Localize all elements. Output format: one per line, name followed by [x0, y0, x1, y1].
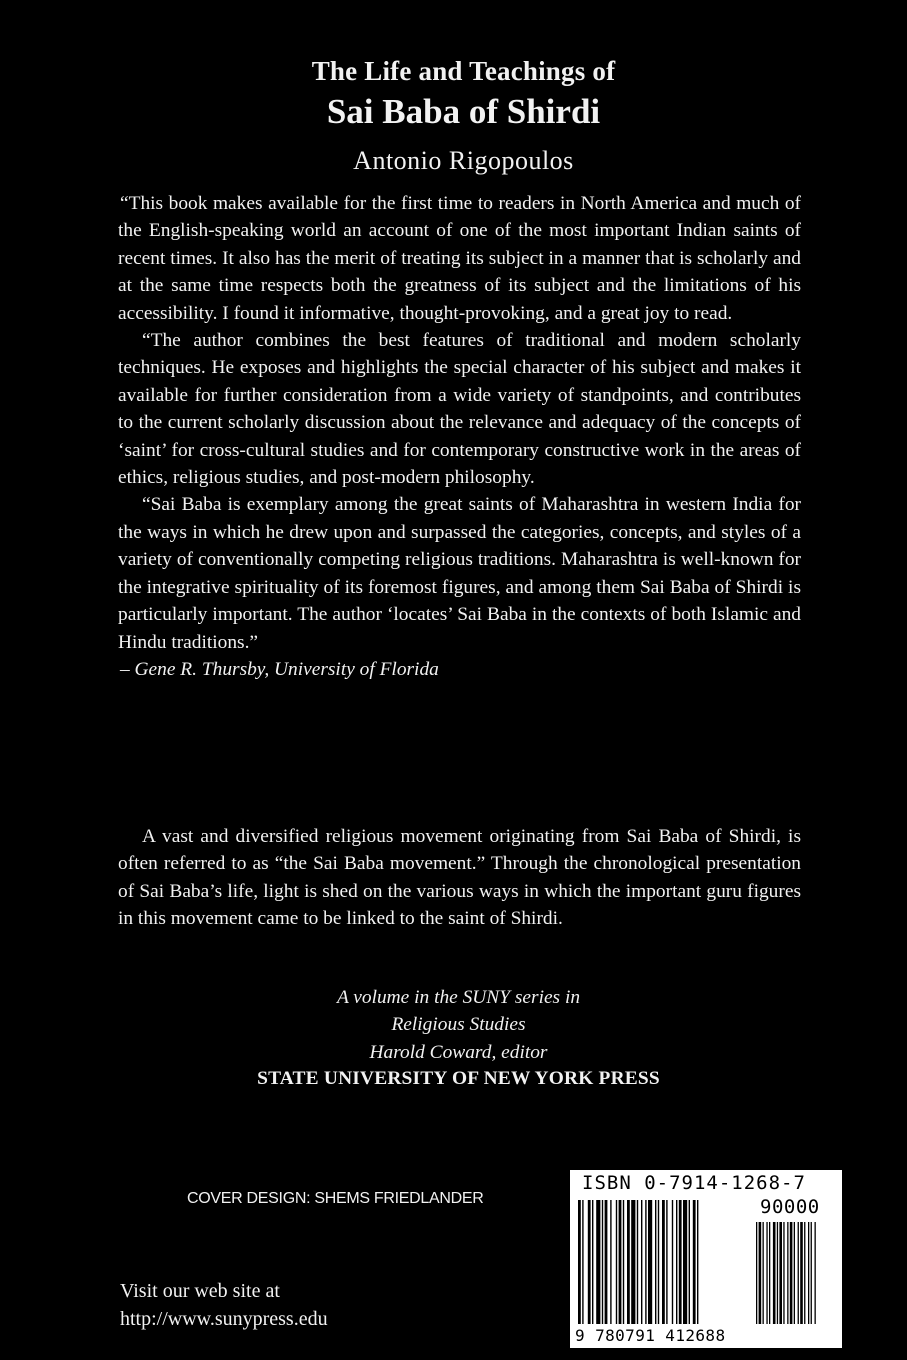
author-name: Antonio Rigopoulos — [353, 146, 574, 175]
quote-attribution: – Gene R. Thursby, University of Florida — [120, 658, 439, 680]
website-url: http://www.sunypress.edu — [120, 1308, 328, 1330]
description-paragraph: A vast and diversified religious movement originating from Sai Baba of Shirdi, is often referred to as “the Sai Baba movement.” Through the chronological presentation of Sai Baba’s life, light is shed on the various ways in which the important guru figures in this movement came to be linked to the saint of Shirdi. — [118, 826, 801, 930]
series-line-3: Harold Coward, editor — [369, 1041, 548, 1063]
price-code: 90000 — [760, 1196, 820, 1218]
website-info — [120, 1277, 328, 1333]
website-label: Visit our web site at — [120, 1280, 280, 1302]
quote-paragraph: “This book makes available for the first time to readers in North America and much of the English-speaking world an account of one of the most important Indian saints of recent times. It also has the merit of treating its subject in a manner that is scholarly and at the same time respects both the greatness of its subject and the limitations of his accessibility. I found it informative, thought-provoking, and a great joy to read. — [118, 193, 801, 324]
ean-number: 9 780791 412688 — [575, 1326, 726, 1345]
series-info — [0, 984, 907, 1066]
book-description — [118, 823, 801, 933]
quote-paragraph: “The author combines the best features of traditional and modern scholarly techniques. He exposes and highlights the special character of his subject and makes it available for further consideration from a wide variety of standpoints, and contributes to the current scholarly discussion about the relevance and adequacy of the concepts of ‘saint’ for cross-cultural studies and for contemporary constructive work in the areas of ethics, religious studies, and post-modern philosophy. — [118, 330, 801, 489]
endorsement-quotes — [118, 190, 801, 683]
title-line-1: The Life and Teachings of — [311, 56, 616, 86]
series-line-2: Religious Studies — [391, 1014, 526, 1036]
title-line-2: Sai Baba of Shirdi — [326, 92, 601, 131]
quote-paragraph: “Sai Baba is exemplary among the great saints of Maharashtra in western India for the ways in which he drew upon and surpassed the categories, concepts, and styles of a variety of conventionally competing religious traditions. Maharashtra is well-known for the integrative spirituality of its foremost figures, and among them Sai Baba of Shirdi is particularly important. The author ‘locates’ Sai Baba in the contexts of both Islamic and Hindu traditions.” — [118, 494, 801, 653]
cover-design-credit: COVER DESIGN: SHEMS FRIEDLANDER — [187, 1190, 484, 1207]
series-line-1: A volume in the SUNY series in — [336, 987, 581, 1008]
isbn-number: ISBN 0-7914-1268-7 — [582, 1172, 806, 1194]
publisher-name: STATE UNIVERSITY OF NEW YORK PRESS — [257, 1068, 660, 1089]
